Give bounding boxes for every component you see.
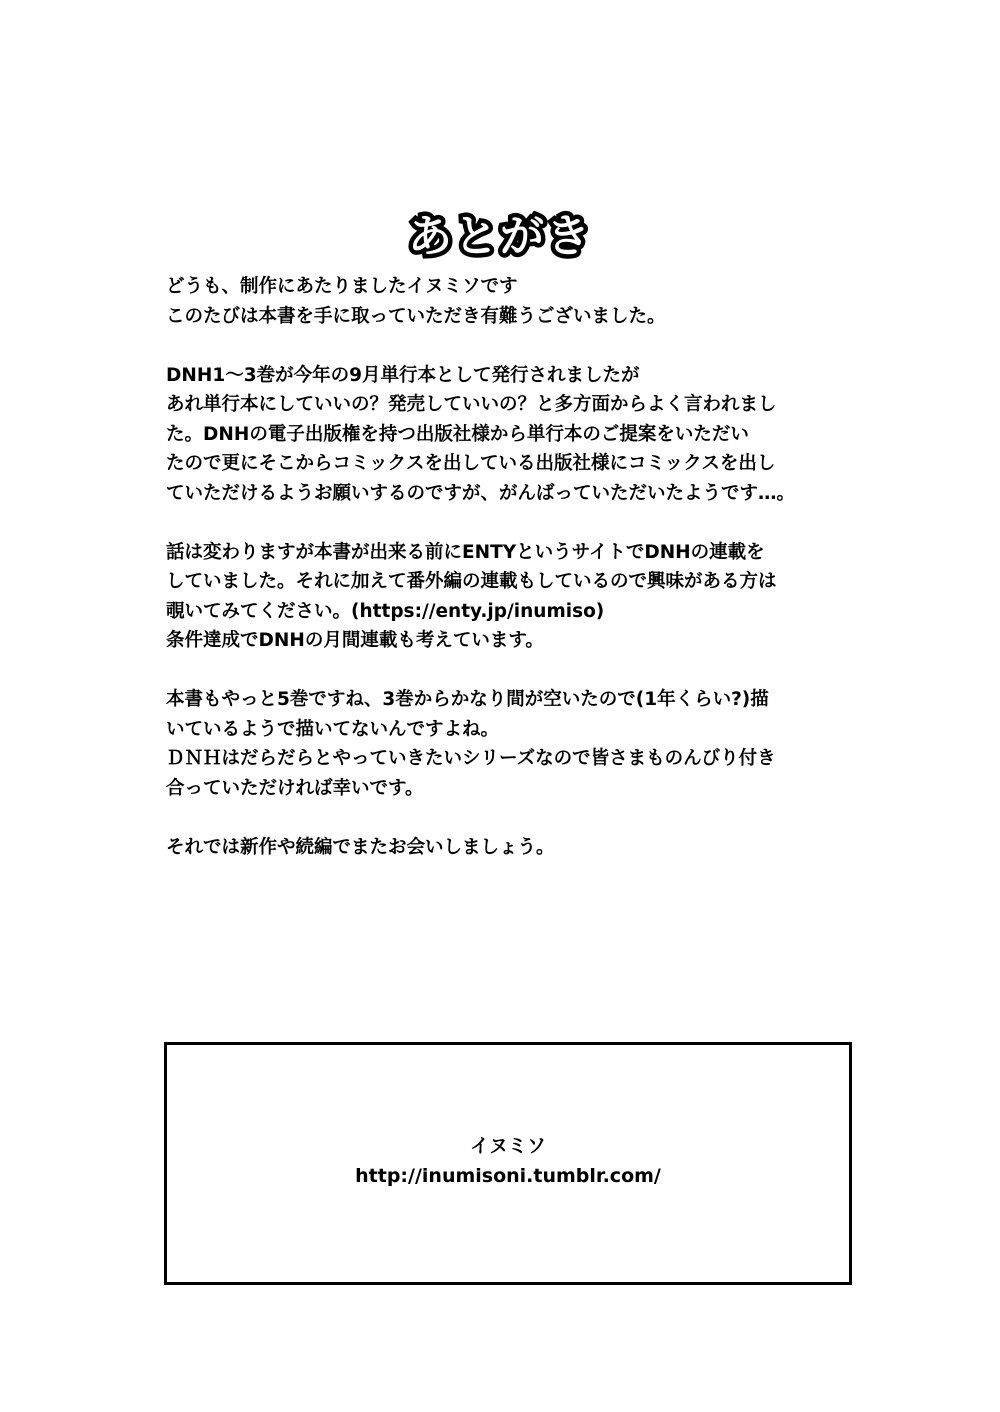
paragraph	[166, 272, 856, 331]
text-line: 本書もやっと5巻ですね、3巻からかなり間が空いたので(1年くらい?)描	[166, 689, 769, 710]
page-title: あとがき	[408, 211, 592, 263]
text-line: どうも、制作にあたりましたイヌミソです	[166, 276, 518, 297]
author-url: http://inumisoni.tumblr.com/	[355, 1165, 661, 1187]
text-line: あれ単行本にしていいの？発売していいの？と多方面からよく言われまし	[166, 394, 777, 415]
afterword-body	[166, 272, 856, 892]
paragraph	[166, 685, 856, 803]
text-line: このたびは本書を手に取っていただき有難うございました。	[166, 305, 666, 327]
text-line: 話は変わりますが本書が出来る前にENTYというサイトでDNHの連載を	[166, 541, 765, 563]
text-line: ていただけるようお願いするのですが、がんばっていただいたようです…。	[166, 482, 796, 504]
paragraph	[166, 833, 856, 863]
text-line: た。DNHの電子出版権を持つ出版社様から単行本のご提案をいただい	[166, 423, 749, 445]
text-line: いているようで描いてないんですよね。	[166, 718, 500, 740]
text-line: 合っていただければ幸いです。	[166, 777, 424, 799]
author-info	[167, 1131, 849, 1191]
text-line: 条件達成でDNHの月間連載も考えています。	[166, 630, 544, 651]
paragraph	[166, 538, 856, 656]
author-info-box	[164, 1042, 852, 1285]
text-line: DNH1～3巻が今年の9月単行本として発行されましたが	[166, 364, 640, 386]
text-line: していました。それに加えて番外編の連載もしているので興味がある方は	[166, 571, 777, 592]
text-line: 覗いてみてください。(https://enty.jp/inumiso)	[166, 600, 605, 622]
author-name: イヌミソ	[469, 1135, 546, 1157]
text-line: ＤＮＨはだらだらとやっていきたいシリーズなので皆さまものんびり付き	[166, 748, 776, 769]
text-line: それでは新作や続編でまたお会いしましょう。	[166, 836, 555, 858]
paragraph	[166, 361, 856, 509]
text-line: たので更にそこからコミックスを出している出版社様にコミックスを出し	[166, 453, 776, 474]
